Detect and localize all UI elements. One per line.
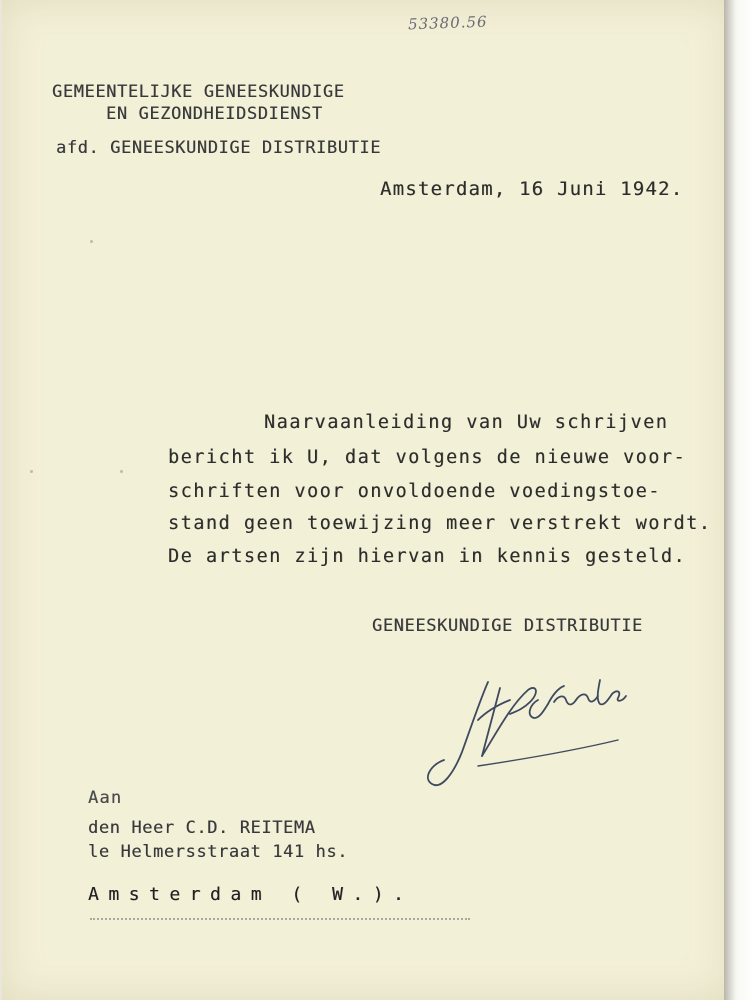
letterhead-line2: EN GEZONDHEIDSDIENST bbox=[106, 104, 323, 124]
recipient-city: Amsterdam ( W.). bbox=[88, 884, 414, 905]
body-line-2: bericht ik U, dat volgens de nieuwe voor- bbox=[168, 447, 687, 468]
letterhead-line1: GEMEENTELIJKE GENEESKUNDIGE bbox=[52, 82, 345, 102]
paper-speck bbox=[120, 470, 123, 473]
recipient-street: le Helmersstraat 141 hs. bbox=[88, 842, 349, 862]
city-underline bbox=[90, 918, 470, 920]
recipient-name: den Heer C.D. REITEMA bbox=[88, 818, 316, 838]
letterhead-line3: afd. GENEESKUNDIGE DISTRIBUTIE bbox=[56, 138, 382, 158]
recipient-label: Aan bbox=[88, 788, 123, 808]
body-line-5: De artsen zijn hiervan in kennis gesteld. bbox=[168, 546, 687, 567]
body-line-3: schriften voor onvoldoende voedingstoe- bbox=[168, 481, 661, 502]
body-line-1: Naarvaanleiding van Uw schrijven bbox=[264, 412, 669, 433]
paper-speck bbox=[90, 240, 93, 243]
sender-department: GENEESKUNDIGE DISTRIBUTIE bbox=[372, 616, 643, 636]
date-line: Amsterdam, 16 Juni 1942. bbox=[380, 178, 684, 200]
paper-speck bbox=[30, 470, 33, 473]
body-line-4: stand geen toewijzing meer verstrekt wordt. bbox=[168, 513, 712, 534]
archive-number: 53380.56 bbox=[407, 12, 488, 34]
handwritten-signature bbox=[418, 660, 638, 810]
paper-edge bbox=[724, 0, 754, 1000]
